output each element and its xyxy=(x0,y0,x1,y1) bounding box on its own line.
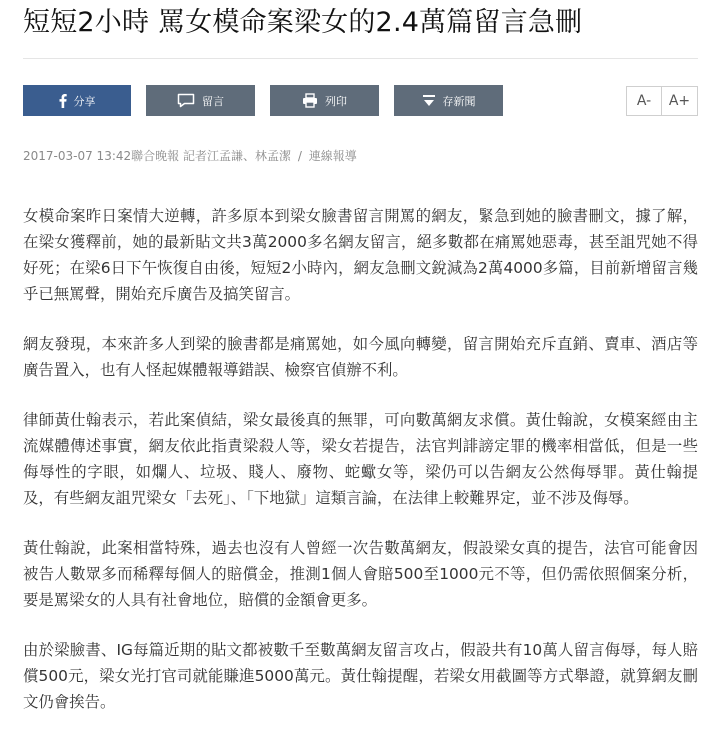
print-button[interactable] xyxy=(270,85,379,116)
article-body xyxy=(23,203,698,733)
save-news-label: 存新聞 xyxy=(442,94,476,108)
save-news-button[interactable] xyxy=(394,85,503,116)
meta-separator: / xyxy=(297,149,302,163)
facebook-icon xyxy=(59,94,67,108)
news-agency: 連線報導 xyxy=(308,149,357,163)
comment-icon xyxy=(177,93,195,108)
article-paragraph: 女模命案昨日案情大逆轉，許多原本到梁女臉書留言開罵的網友，緊急到她的臉書刪文，據了解，在梁女獲釋前，她的最新貼文共3萬2000多名網友留言，絕多數都在痛罵她惡毒，甚至詛咒她不得好死；在梁6日下午恢復自由後，短短2小時內，網友急刪文銳減為2萬4000多篇，目前新增留言幾乎已無罵聲，開始充斥廣告及搞笑留言。 xyxy=(23,207,698,303)
font-increase-button[interactable]: A+ xyxy=(662,86,698,116)
article-paragraph: 由於梁臉書、IG每篇近期的貼文都被數千至數萬網友留言攻占，假設共有10萬人留言侮辱，每人賠償500元，梁女光打官司就能賺進5000萬元。黃仕翰提醒，若梁女用截圖等方式舉證，就算網友刪文仍會挨告。 xyxy=(23,641,698,711)
print-label: 列印 xyxy=(325,94,347,108)
article-paragraph: 律師黃仕翰表示，若此案偵結，梁女最後真的無罪，可向數萬網友求償。黃仕翰說，女模案經由主流媒體傳述事實，網友依此指責梁殺人等，梁女若提告，法官判誹謗定罪的機率相當低，但是一些侮辱性的字眼，如爛人、垃圾、賤人、廢物、蛇蠍女等，梁仍可以告網友公然侮辱罪。黃仕翰提及，有些網友詛咒梁女「去死」、「下地獄」這類言論，在法律上較難界定，並不涉及侮辱。 xyxy=(23,411,698,507)
article-meta xyxy=(23,147,357,164)
publish-datetime: 2017-03-07 13:42 xyxy=(23,149,132,163)
download-icon xyxy=(422,94,436,108)
comment-button[interactable] xyxy=(146,85,255,116)
publication-source: 聯合晚報 xyxy=(131,149,180,163)
article-headline: 短短2小時 罵女模命案梁女的2.4萬篇留言急刪 xyxy=(23,7,583,38)
article-toolbar xyxy=(23,85,503,117)
header-divider xyxy=(23,58,698,59)
article-paragraph: 黃仕翰說，此案相當特殊，過去也沒有人曾經一次告數萬網友，假設梁女真的提告，法官可能會因被告人數眾多而稀釋每個人的賠償金，推測1個人會賠500至1000元不等，但仍需依照個案分析，要是罵梁女的人具有社會地位，賠償的金額會更多。 xyxy=(23,539,698,609)
comment-label: 留言 xyxy=(202,94,224,108)
printer-icon xyxy=(302,93,318,108)
font-size-controls xyxy=(626,86,698,116)
article-paragraph: 網友發現，本來許多人到梁的臉書都是痛罵她，如今風向轉變，留言開始充斥直銷、賣車、酒店等廣告置入，也有人怪起媒體報導錯誤、檢察官偵辦不利。 xyxy=(23,335,698,379)
share-label: 分享 xyxy=(73,94,96,108)
font-decrease-button[interactable]: A- xyxy=(626,86,662,116)
share-button[interactable] xyxy=(23,85,131,116)
reporter-names: 記者江孟謙、林孟潔 xyxy=(182,149,291,163)
